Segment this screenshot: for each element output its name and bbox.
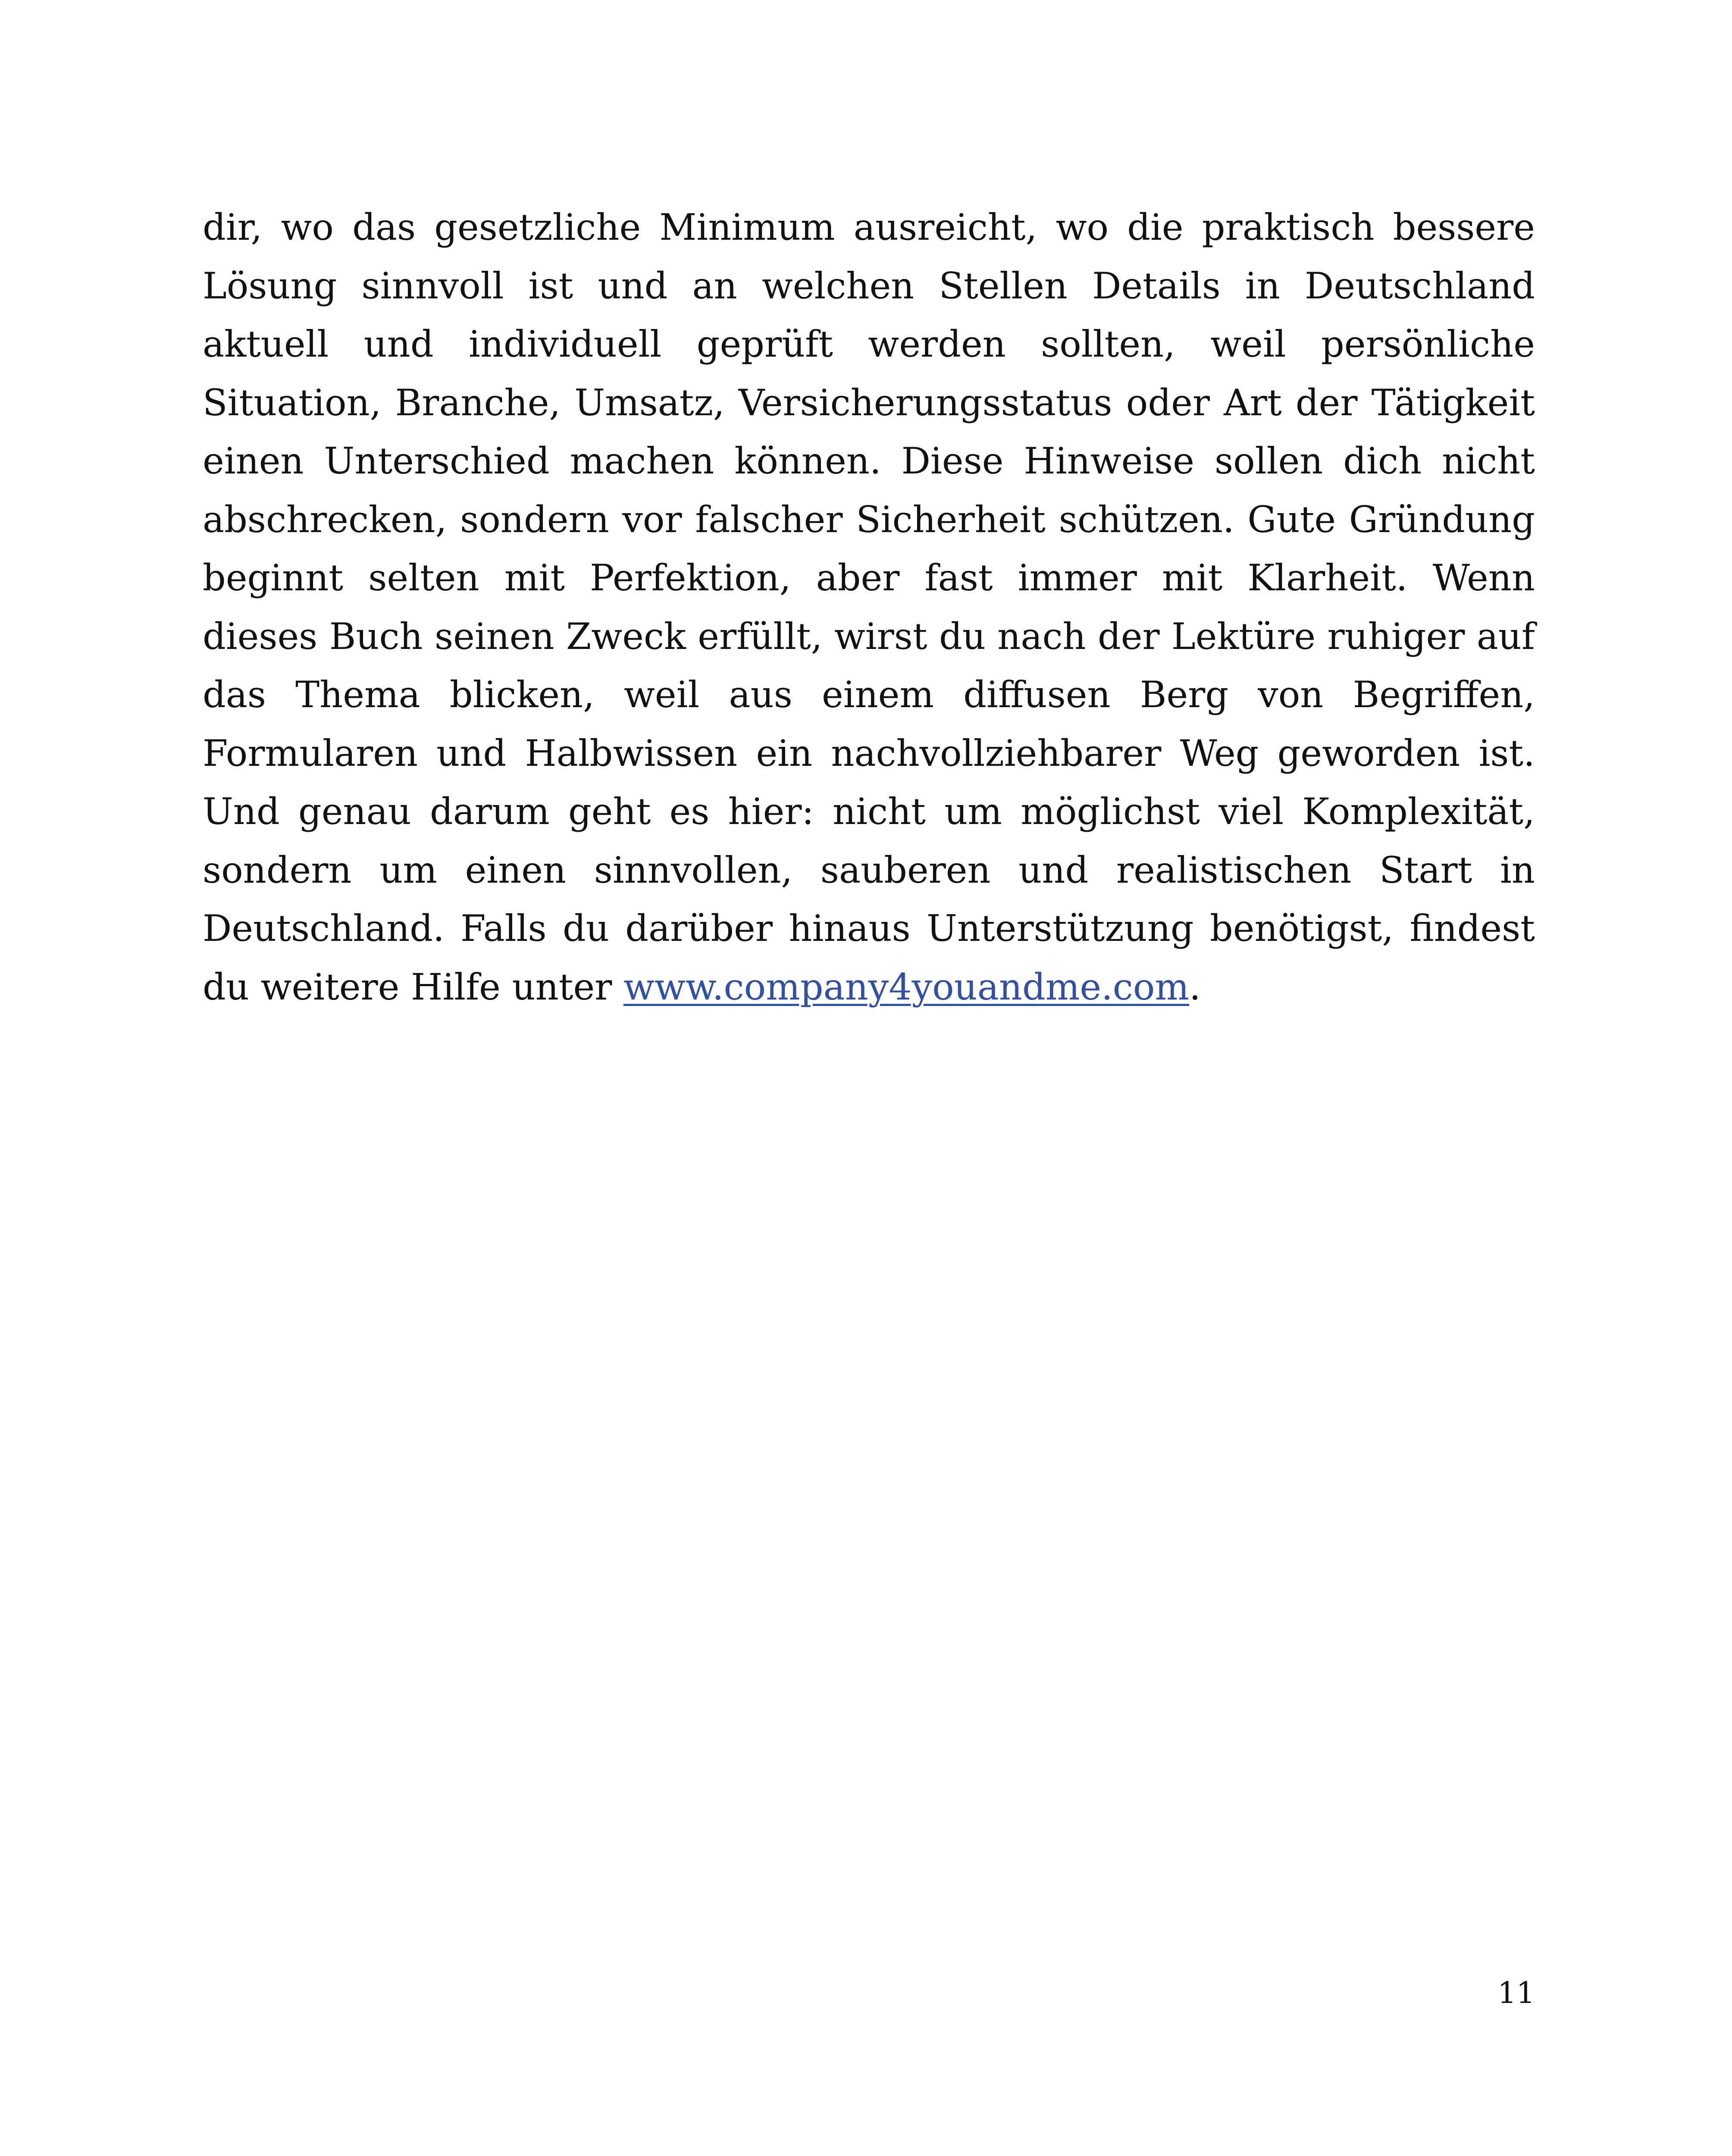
body-paragraph xyxy=(203,198,1535,1016)
paragraph-text: dir, wo das gesetzliche Minimum ausreicht, wo die praktisch bessere Lösung sinnvoll ist und an welchen Stellen Details in Deutschland aktuell und individuell geprüft werden sollten, weil persönliche Situation, Branche, Umsatz, Versicherungsstatus oder Art der Tätigkeit einen Unterschied machen können. Diese Hinweise sollen dich nicht abschrecken, sondern vor falscher Sicherheit schützen. Gute Gründung beginnt selten mit Perfektion, aber fast immer mit Klarheit. Wenn dieses Buch seinen Zweck erfüllt, wirst du nach der Lektüre ruhiger auf das Thema blicken, weil aus einem diffusen Berg von Begriffen, Formularen und Halbwissen ein nachvollziehbarer Weg geworden ist. Und genau darum geht es hier: nicht um möglichst viel Komplexität, sondern um einen sinnvollen, sauberen und realistischen Start in Deutschland. Falls du darüber hinaus Unterstützung benötigst, findest du weitere Hilfe unter xyxy=(203,206,1535,1008)
trailing-period: . xyxy=(1189,965,1201,1008)
page-number: 11 xyxy=(1497,1976,1535,2010)
website-link[interactable]: www.company4youandme.com xyxy=(623,965,1190,1008)
